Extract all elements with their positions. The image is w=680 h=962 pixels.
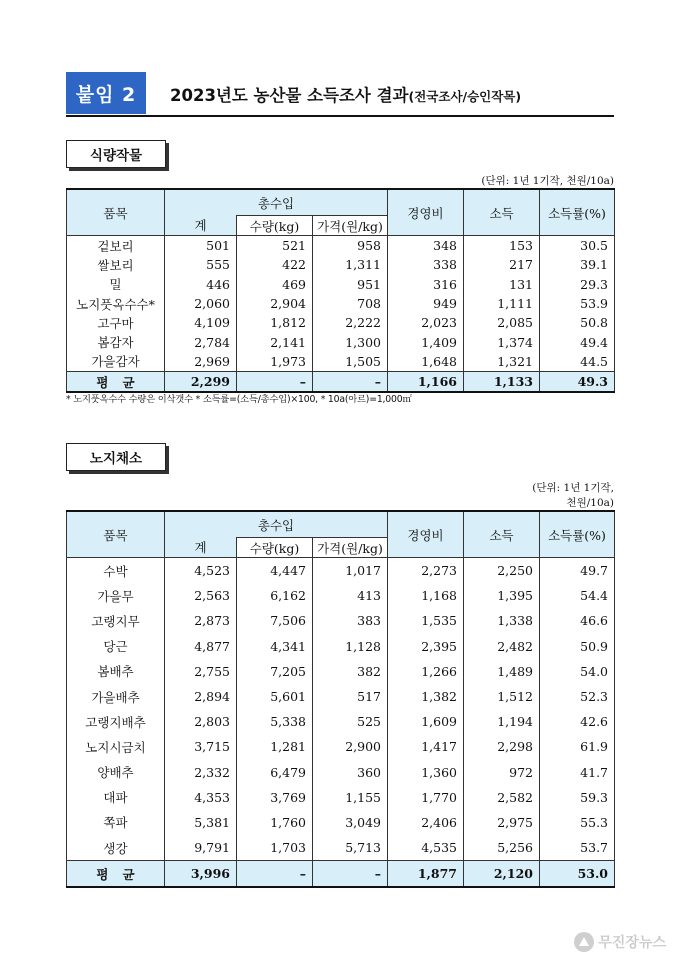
cell-rate: 42.6 <box>540 709 615 734</box>
cell-price: 383 <box>313 608 388 633</box>
cell-name: 봄배추 <box>67 659 165 684</box>
page-title <box>170 82 521 106</box>
cell-rate: 55.3 <box>540 810 615 835</box>
table-row <box>67 583 615 608</box>
cell-price: 517 <box>313 684 388 709</box>
cell-sum: 4,353 <box>165 785 237 810</box>
cell-cost: 2,273 <box>388 558 464 584</box>
cell-qty: 1,973 <box>237 352 313 372</box>
cell-cost: 1,535 <box>388 608 464 633</box>
cell-cost: 949 <box>388 294 464 313</box>
average-cell-income: 1,133 <box>464 372 540 393</box>
cell-price: 1,505 <box>313 352 388 372</box>
cell-name: 봄감자 <box>67 332 165 351</box>
header-rate: 소득률(%) <box>540 189 615 236</box>
cell-name: 고랭지무 <box>67 608 165 633</box>
header-cost: 경영비 <box>388 189 464 236</box>
cell-rate: 29.3 <box>540 275 615 294</box>
table-row <box>67 785 615 810</box>
header-total-income: 총수입 <box>165 511 388 538</box>
cell-name: 가을배추 <box>67 684 165 709</box>
cell-name: 노지시금치 <box>67 734 165 759</box>
cell-qty: 5,338 <box>237 709 313 734</box>
cell-cost: 338 <box>388 255 464 274</box>
cell-rate: 53.7 <box>540 835 615 861</box>
header-price: 가격(원/kg) <box>313 216 388 236</box>
cell-income: 972 <box>464 760 540 785</box>
cell-qty: 1,703 <box>237 835 313 861</box>
cell-rate: 46.6 <box>540 608 615 633</box>
cell-income: 1,374 <box>464 332 540 351</box>
cell-sum: 555 <box>165 255 237 274</box>
cell-income: 1,194 <box>464 709 540 734</box>
table-row <box>67 760 615 785</box>
average-cell-qty: – <box>237 861 313 888</box>
cell-cost: 1,770 <box>388 785 464 810</box>
table-row <box>67 275 615 294</box>
title-main: 2023년도 농산물 소득조사 결과 <box>170 86 409 105</box>
cell-sum: 2,060 <box>165 294 237 313</box>
cell-name: 당근 <box>67 634 165 659</box>
cell-sum: 9,791 <box>165 835 237 861</box>
table-row <box>67 835 615 861</box>
cell-rate: 49.4 <box>540 332 615 351</box>
cell-cost: 1,168 <box>388 583 464 608</box>
cell-sum: 4,523 <box>165 558 237 584</box>
cell-name: 양배추 <box>67 760 165 785</box>
cell-qty: 6,479 <box>237 760 313 785</box>
cell-income: 153 <box>464 236 540 256</box>
cell-income: 2,975 <box>464 810 540 835</box>
header-income: 소득 <box>464 189 540 236</box>
food-crops-table <box>66 188 615 393</box>
average-cell-price: – <box>313 861 388 888</box>
cell-sum: 2,894 <box>165 684 237 709</box>
table-row <box>67 236 615 256</box>
cell-rate: 61.9 <box>540 734 615 759</box>
cell-qty: 1,281 <box>237 734 313 759</box>
cell-price: 5,713 <box>313 835 388 861</box>
cell-name: 쌀보리 <box>67 255 165 274</box>
header-quantity: 수량(kg) <box>237 538 313 558</box>
average-cell-qty: – <box>237 372 313 393</box>
cell-price: 3,049 <box>313 810 388 835</box>
cell-sum: 2,873 <box>165 608 237 633</box>
cell-price: 1,311 <box>313 255 388 274</box>
cell-cost: 2,406 <box>388 810 464 835</box>
cell-cost: 348 <box>388 236 464 256</box>
table-row <box>67 734 615 759</box>
cell-price: 360 <box>313 760 388 785</box>
average-cell-cost: 1,877 <box>388 861 464 888</box>
cell-rate: 49.7 <box>540 558 615 584</box>
cell-income: 2,298 <box>464 734 540 759</box>
cell-sum: 4,109 <box>165 313 237 332</box>
cell-sum: 501 <box>165 236 237 256</box>
header-rate: 소득률(%) <box>540 511 615 558</box>
section-title-vegetables: 노지채소 <box>66 443 166 471</box>
cell-sum: 3,715 <box>165 734 237 759</box>
cell-qty: 7,506 <box>237 608 313 633</box>
cell-price: 1,155 <box>313 785 388 810</box>
unit-line-2: 천원/10a) <box>566 497 614 509</box>
cell-cost: 316 <box>388 275 464 294</box>
cell-qty: 3,769 <box>237 785 313 810</box>
header-item: 품목 <box>67 189 165 236</box>
cell-cost: 2,023 <box>388 313 464 332</box>
cell-sum: 446 <box>165 275 237 294</box>
table-row <box>67 684 615 709</box>
footnote: * 노지풋옥수수 수량은 이삭갯수 * 소득률=(소득/총수입)×100, * 10a(아르)=1,000㎡ <box>66 394 412 405</box>
header-cost: 경영비 <box>388 511 464 558</box>
cell-sum: 2,969 <box>165 352 237 372</box>
cell-rate: 54.0 <box>540 659 615 684</box>
cell-sum: 5,381 <box>165 810 237 835</box>
cell-income: 1,338 <box>464 608 540 633</box>
cell-cost: 1,609 <box>388 709 464 734</box>
cell-rate: 50.9 <box>540 634 615 659</box>
average-row <box>67 372 615 393</box>
cell-income: 217 <box>464 255 540 274</box>
cell-qty: 7,205 <box>237 659 313 684</box>
average-cell-cost: 1,166 <box>388 372 464 393</box>
cell-qty: 6,162 <box>237 583 313 608</box>
cell-cost: 1,648 <box>388 352 464 372</box>
table-row <box>67 313 615 332</box>
cell-name: 고랭지배추 <box>67 709 165 734</box>
attachment-badge: 붙임 2 <box>66 72 146 114</box>
cell-income: 2,085 <box>464 313 540 332</box>
table-row <box>67 709 615 734</box>
title-subtitle: (전국조사/승인작목) <box>408 89 522 104</box>
average-cell-rate: 53.0 <box>540 861 615 888</box>
cell-cost: 1,409 <box>388 332 464 351</box>
average-cell-income: 2,120 <box>464 861 540 888</box>
cell-name: 겉보리 <box>67 236 165 256</box>
watermark-logo-icon <box>574 932 594 952</box>
cell-qty: 1,812 <box>237 313 313 332</box>
average-row <box>67 861 615 888</box>
average-cell-sum: 3,996 <box>165 861 237 888</box>
cell-sum: 2,803 <box>165 709 237 734</box>
cell-price: 958 <box>313 236 388 256</box>
cell-rate: 54.4 <box>540 583 615 608</box>
cell-name: 수박 <box>67 558 165 584</box>
header-price: 가격(원/kg) <box>313 538 388 558</box>
cell-income: 1,512 <box>464 684 540 709</box>
table-row <box>67 558 615 584</box>
cell-cost: 4,535 <box>388 835 464 861</box>
average-cell-price: – <box>313 372 388 393</box>
cell-cost: 1,417 <box>388 734 464 759</box>
cell-cost: 1,382 <box>388 684 464 709</box>
cell-name: 노지풋옥수수* <box>67 294 165 313</box>
vegetables-table <box>66 510 615 888</box>
cell-sum: 2,784 <box>165 332 237 351</box>
cell-qty: 1,760 <box>237 810 313 835</box>
cell-qty: 2,141 <box>237 332 313 351</box>
cell-name: 가을무 <box>67 583 165 608</box>
cell-price: 1,300 <box>313 332 388 351</box>
header-total-income: 총수입 <box>165 189 388 216</box>
cell-price: 708 <box>313 294 388 313</box>
cell-rate: 39.1 <box>540 255 615 274</box>
cell-qty: 469 <box>237 275 313 294</box>
cell-name: 밀 <box>67 275 165 294</box>
cell-price: 382 <box>313 659 388 684</box>
cell-rate: 59.3 <box>540 785 615 810</box>
cell-qty: 422 <box>237 255 313 274</box>
cell-price: 413 <box>313 583 388 608</box>
average-cell-name: 평균 <box>67 861 165 888</box>
average-cell-rate: 49.3 <box>540 372 615 393</box>
table-row <box>67 294 615 313</box>
cell-price: 525 <box>313 709 388 734</box>
cell-rate: 30.5 <box>540 236 615 256</box>
cell-rate: 44.5 <box>540 352 615 372</box>
table-row <box>67 255 615 274</box>
cell-cost: 1,266 <box>388 659 464 684</box>
cell-name: 고구마 <box>67 313 165 332</box>
cell-name: 생강 <box>67 835 165 861</box>
cell-income: 131 <box>464 275 540 294</box>
cell-name: 대파 <box>67 785 165 810</box>
cell-sum: 2,332 <box>165 760 237 785</box>
table-row <box>67 352 615 372</box>
table-row <box>67 634 615 659</box>
header-sum: 계 <box>165 538 237 558</box>
cell-sum: 2,563 <box>165 583 237 608</box>
cell-income: 1,395 <box>464 583 540 608</box>
cell-price: 2,900 <box>313 734 388 759</box>
cell-qty: 4,341 <box>237 634 313 659</box>
cell-qty: 521 <box>237 236 313 256</box>
average-cell-sum: 2,299 <box>165 372 237 393</box>
cell-income: 1,111 <box>464 294 540 313</box>
cell-price: 1,128 <box>313 634 388 659</box>
cell-income: 1,321 <box>464 352 540 372</box>
cell-income: 5,256 <box>464 835 540 861</box>
cell-income: 2,482 <box>464 634 540 659</box>
cell-qty: 4,447 <box>237 558 313 584</box>
cell-rate: 50.8 <box>540 313 615 332</box>
table-row <box>67 810 615 835</box>
cell-cost: 1,360 <box>388 760 464 785</box>
unit-line-1: (단위: 1년 1기작, <box>532 482 614 494</box>
table-row <box>67 659 615 684</box>
watermark <box>574 932 666 952</box>
unit-label-food-crops: (단위: 1년 1기작, 천원/10a) <box>481 175 614 187</box>
cell-cost: 2,395 <box>388 634 464 659</box>
cell-name: 가을감자 <box>67 352 165 372</box>
page-header <box>66 72 614 118</box>
header-sum: 계 <box>165 216 237 236</box>
cell-rate: 41.7 <box>540 760 615 785</box>
cell-rate: 52.3 <box>540 684 615 709</box>
cell-sum: 4,877 <box>165 634 237 659</box>
section-title-food-crops: 식량작물 <box>66 140 166 168</box>
cell-income: 2,250 <box>464 558 540 584</box>
header-income: 소득 <box>464 511 540 558</box>
average-cell-name: 평균 <box>67 372 165 393</box>
table-row <box>67 608 615 633</box>
cell-name: 쪽파 <box>67 810 165 835</box>
watermark-text: 무진장뉴스 <box>598 935 666 951</box>
cell-sum: 2,755 <box>165 659 237 684</box>
cell-price: 2,222 <box>313 313 388 332</box>
unit-label-vegetables <box>532 481 614 511</box>
header-quantity: 수량(kg) <box>237 216 313 236</box>
cell-price: 1,017 <box>313 558 388 584</box>
cell-income: 1,489 <box>464 659 540 684</box>
header-item: 품목 <box>67 511 165 558</box>
cell-income: 2,582 <box>464 785 540 810</box>
header-divider <box>66 115 614 117</box>
cell-qty: 2,904 <box>237 294 313 313</box>
cell-qty: 5,601 <box>237 684 313 709</box>
cell-price: 951 <box>313 275 388 294</box>
table-row <box>67 332 615 351</box>
cell-rate: 53.9 <box>540 294 615 313</box>
